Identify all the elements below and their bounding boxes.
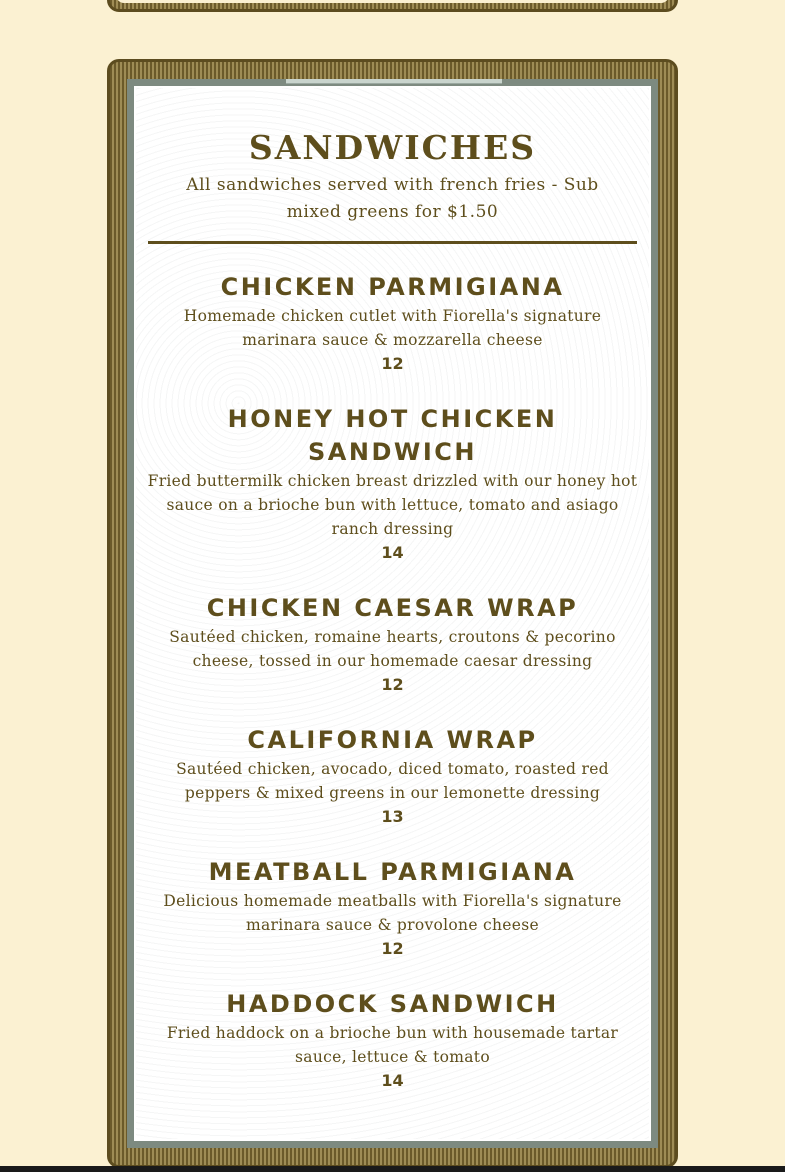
menu-item-description: Fried haddock on a brioche bun with housemade tartar sauce, lettuce & tomato (166, 1024, 619, 1066)
menu-item-price: 12 (381, 939, 404, 958)
menu-item (146, 988, 639, 1093)
menu-item-name: MEATBALL PARMIGIANA (208, 858, 577, 886)
menu-item-description: Sautéed chicken, romaine hearts, croutons & pecorino cheese, tossed in our homemade caesar dressing (169, 628, 616, 670)
menu-item-name: CHICKEN PARMIGIANA (220, 273, 565, 301)
menu-item-description: Delicious homemade meatballs with Fiorella's signature marinara sauce & provolone cheese (163, 892, 622, 934)
menu-card-border (127, 79, 658, 1148)
menu-item (146, 724, 639, 829)
menu-item-description: Fried buttermilk chicken breast drizzled with our honey hot sauce on a brioche bun with lettuce, tomato and asiago ranch dressing (147, 472, 638, 538)
menu-item-price: 12 (381, 675, 404, 694)
menu-item-price: 13 (381, 807, 404, 826)
menu-item-name: HADDOCK SANDWICH (226, 990, 559, 1018)
menu-item (146, 592, 639, 697)
menu-item-name: CHICKEN CAESAR WRAP (206, 594, 579, 622)
menu-item-name: HONEY HOT CHICKEN SANDWICH (227, 405, 558, 466)
previous-section-frame-inner (116, 0, 669, 3)
menu-item-price: 14 (381, 1071, 404, 1090)
card-tab-accent (286, 79, 502, 84)
menu-item (146, 403, 639, 565)
menu-card (134, 86, 651, 1141)
menu-item-price: 14 (381, 543, 404, 562)
menu-item (146, 856, 639, 961)
menu-item-name: CALIFORNIA WRAP (247, 726, 538, 754)
section-note: All sandwiches served with french fries - Sub mixed greens for $1.50 (186, 175, 599, 222)
previous-section-frame-bottom (107, 0, 678, 12)
section-title: SANDWICHES (248, 128, 537, 167)
menu-item-description: Homemade chicken cutlet with Fiorella's signature marinara sauce & mozzarella cheese (183, 307, 602, 349)
menu-item (146, 271, 639, 376)
window-bottom-edge (0, 1166, 785, 1172)
sandwiches-menu-frame (107, 59, 678, 1168)
section-divider (148, 241, 637, 244)
menu-item-price: 12 (381, 354, 404, 373)
menu-item-description: Sautéed chicken, avocado, diced tomato, roasted red peppers & mixed greens in our lemonette dressing (176, 760, 609, 802)
